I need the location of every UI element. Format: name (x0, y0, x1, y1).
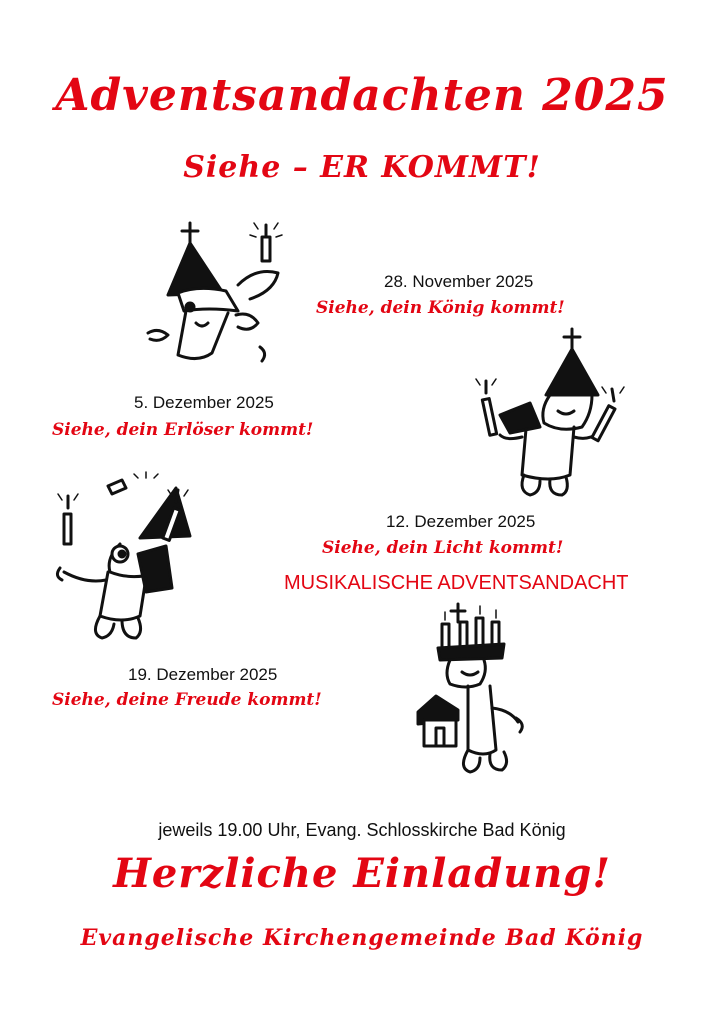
organizer-name: Evangelische Kirchengemeinde Bad König (80, 925, 644, 951)
page-subtitle: Siehe – ER KOMMT! (183, 150, 541, 185)
page-title: Adventsandachten 2025 (55, 70, 669, 121)
event-theme-2: Siehe, dein Erlöser kommt! (52, 420, 314, 440)
event-date-4: 19. Dezember 2025 (128, 665, 278, 684)
event-date-3: 12. Dezember 2025 (386, 512, 536, 531)
event-theme-3: Siehe, dein Licht kommt! (322, 538, 564, 558)
event-time-location: jeweils 19.00 Uhr, Evang. Schlosskirche Bad König (158, 820, 566, 840)
church-figure-candles-icon (470, 325, 640, 500)
invitation-heading: Herzliche Einladung! (113, 850, 611, 897)
event-date-2: 5. Dezember 2025 (134, 393, 274, 412)
event-theme-4: Siehe, deine Freude kommt! (52, 690, 322, 710)
church-figure-crown-icon (410, 600, 540, 780)
event-date-1: 28. November 2025 (384, 272, 534, 291)
church-figure-flying-icon (138, 215, 298, 365)
event-note-3: MUSIKALISCHE ADVENTSANDACHT (284, 572, 629, 594)
church-figure-juggling-icon (50, 468, 210, 648)
event-theme-1: Siehe, dein König kommt! (316, 298, 565, 318)
